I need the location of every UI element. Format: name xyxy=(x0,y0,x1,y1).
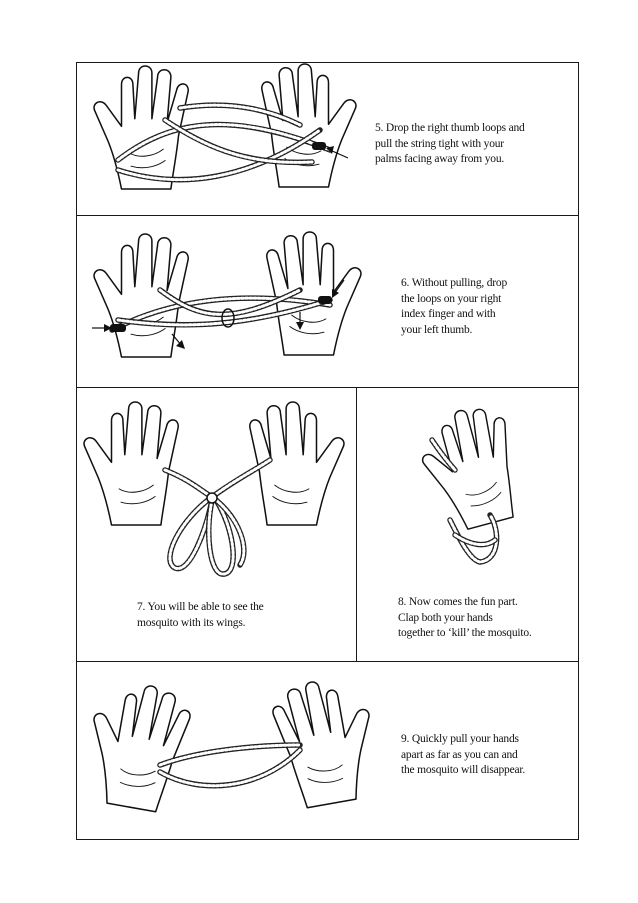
step-6-line-3: index finger and with xyxy=(401,308,496,320)
step-8-line-1: 8. Now comes the fun part. xyxy=(398,596,518,608)
step-7-caption xyxy=(137,600,264,631)
step-9-caption xyxy=(401,732,525,779)
step-9-illustration xyxy=(80,673,383,815)
step-6-line-2: the loops on your right xyxy=(401,292,502,305)
step-5-line-1: 5. Drop the right thumb loops and xyxy=(375,122,525,134)
step-5-illustration xyxy=(94,64,356,189)
step-7-illustration xyxy=(84,402,344,574)
step-6-illustration xyxy=(92,232,361,357)
step-7-line-2: mosquito with its wings. xyxy=(137,616,246,629)
step-9-line-1: 9. Quickly pull your hands xyxy=(401,733,519,745)
step-7-line-1: 7. You will be able to see the xyxy=(137,601,264,613)
step-6-line-4: your left thumb. xyxy=(401,323,473,336)
step-9-line-2: apart as far as you can and xyxy=(401,748,518,761)
step-6-caption xyxy=(401,276,507,338)
step-8-caption xyxy=(398,595,532,642)
step-8-illustration xyxy=(413,400,529,562)
step-5-line-2: pull the string tight with your xyxy=(375,137,504,150)
step-6-line-1: 6. Without pulling, drop xyxy=(401,277,508,289)
step-5-line-3: palms facing away from you. xyxy=(375,153,505,165)
step-9-line-3: the mosquito will disappear. xyxy=(401,764,526,776)
step-8-line-3: together to ‘kill’ the mosquito. xyxy=(398,627,532,639)
step-8-line-2: Clap both your hands xyxy=(398,611,493,624)
step-5-caption xyxy=(375,121,525,168)
